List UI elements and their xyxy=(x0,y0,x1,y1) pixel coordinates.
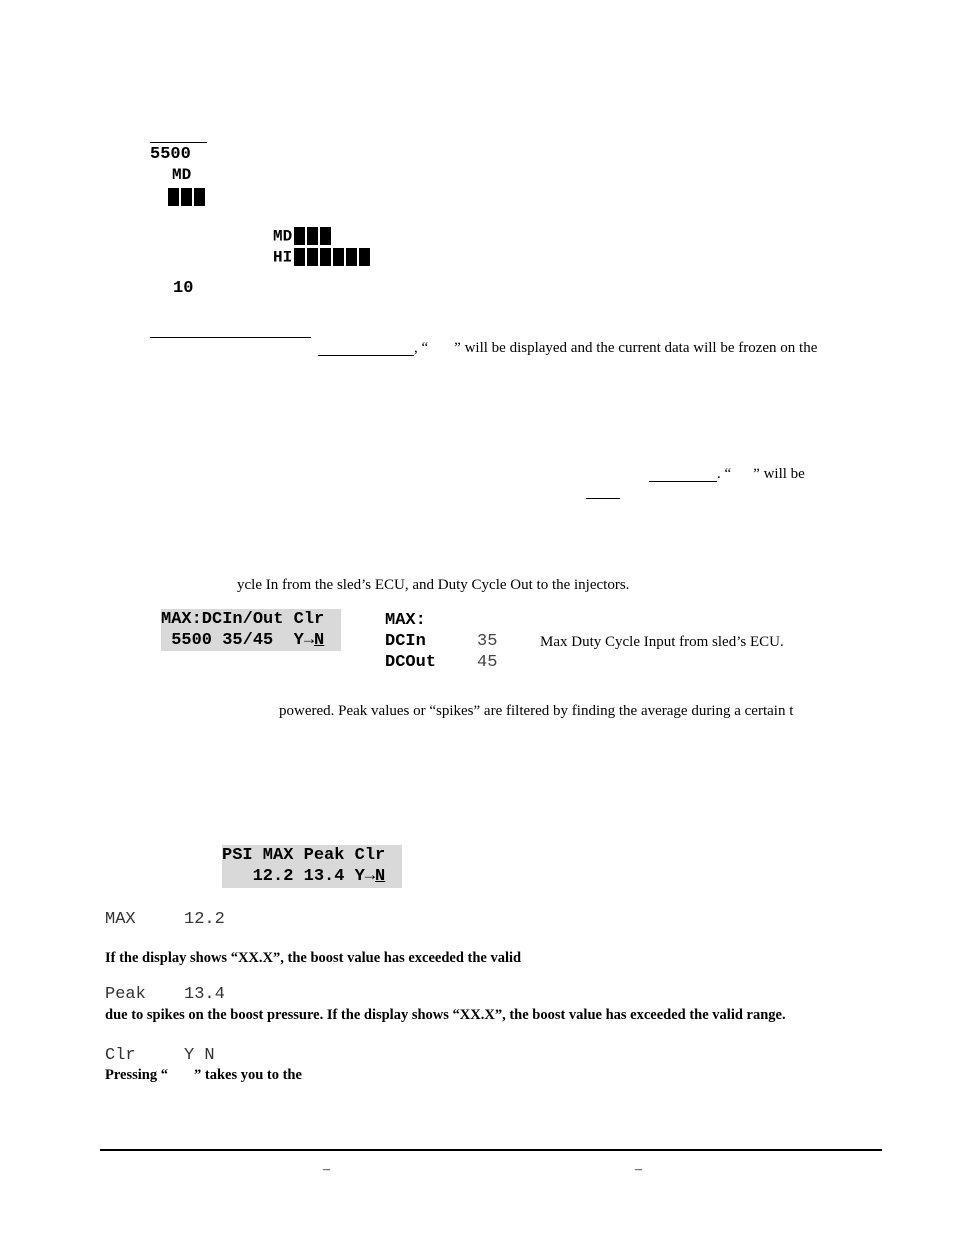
footer-rule xyxy=(100,1149,882,1151)
clr-desc-start: Pressing “ xyxy=(105,1067,168,1083)
duty-dcin-desc: Max Duty Cycle Input from sled’s ECU. xyxy=(540,634,784,650)
blank-underline xyxy=(649,481,717,482)
md-label: MD xyxy=(172,166,192,184)
bar-segment xyxy=(168,188,179,206)
peak-field-desc: due to spikes on the boost pressure. If the display shows “XX.X”, the boost value has exceeded the valid range. xyxy=(105,1007,786,1023)
duty-max-label: MAX: xyxy=(385,611,426,630)
bar-segment xyxy=(307,227,318,245)
clr-field-value: Y N xyxy=(184,1046,215,1065)
powered-text: powered. Peak values or “spikes” are filtered by finding the average during a certain t xyxy=(279,703,794,719)
lcd-psi-n: N xyxy=(375,867,386,886)
will-be-rest: ” will be xyxy=(753,466,805,482)
max-field-desc: If the display shows “XX.X”, the boost value has exceeded the valid xyxy=(105,950,522,966)
clr-desc-end: ” takes you to the xyxy=(193,1067,302,1083)
duty-dcout-label: DCOut xyxy=(385,653,437,672)
hi-bar-row xyxy=(273,248,370,266)
bar-segment xyxy=(320,248,331,266)
section-underline xyxy=(150,337,311,338)
bar-segment xyxy=(307,248,318,266)
bar-segment xyxy=(294,227,305,245)
peak-field-value: 13.4 xyxy=(184,985,225,1004)
max-field-label: MAX xyxy=(105,910,136,929)
bar-segment xyxy=(194,188,205,206)
footer-dash-right: – xyxy=(635,1162,642,1177)
lcd-psi-line1: PSI MAX Peak Clr xyxy=(222,846,386,865)
hi-bar-label: HI xyxy=(273,248,293,267)
freeze-quote-open: , “ xyxy=(414,340,429,356)
lcd-duty-display xyxy=(161,609,341,651)
lcd-psi-display xyxy=(222,845,402,888)
duty-dcin-value: 35 xyxy=(477,632,498,651)
lcd-psi-line2-text: 12.2 13.4 Y→ xyxy=(222,867,376,886)
bar-segment xyxy=(346,248,357,266)
md-bar-label: MD xyxy=(273,227,293,246)
rpm-value: 5500 xyxy=(150,145,191,164)
blank-underline xyxy=(318,355,414,356)
blank-underline xyxy=(586,498,620,499)
lcd-duty-line2 xyxy=(161,630,341,651)
bar-segment xyxy=(359,248,370,266)
clr-field-label: Clr xyxy=(105,1046,136,1065)
clr-field-desc xyxy=(105,1067,302,1084)
lcd-duty-line1: MAX:DCIn/Out Clr xyxy=(161,610,325,629)
md-bar-graph xyxy=(168,188,205,206)
footer-dash-left: – xyxy=(323,1162,330,1177)
freeze-rest: ” will be displayed and the current data will be frozen on the xyxy=(454,340,818,356)
freeze-sentence xyxy=(414,340,817,357)
lcd-duty-line2-text: 5500 35/45 Y→ xyxy=(161,631,315,650)
will-be-quote: . “ xyxy=(717,466,732,482)
duty-dcout-value: 45 xyxy=(477,653,498,672)
duty-intro: ycle In from the sled’s ECU, and Duty Cycle Out to the injectors. xyxy=(237,577,630,593)
peak-field-label: Peak xyxy=(105,985,146,1004)
bar-segment xyxy=(181,188,192,206)
md-bar-row xyxy=(273,227,331,245)
lcd-psi-line2 xyxy=(222,866,402,887)
will-be-sentence xyxy=(717,466,805,483)
bar-segment xyxy=(333,248,344,266)
lcd-duty-n: N xyxy=(314,631,325,650)
max-field-value: 12.2 xyxy=(184,910,225,929)
heading-underline xyxy=(150,142,207,143)
ten-value: 10 xyxy=(173,279,194,298)
bar-segment xyxy=(320,227,331,245)
bar-segment xyxy=(294,248,305,266)
duty-dcin-label: DCIn xyxy=(385,632,426,651)
